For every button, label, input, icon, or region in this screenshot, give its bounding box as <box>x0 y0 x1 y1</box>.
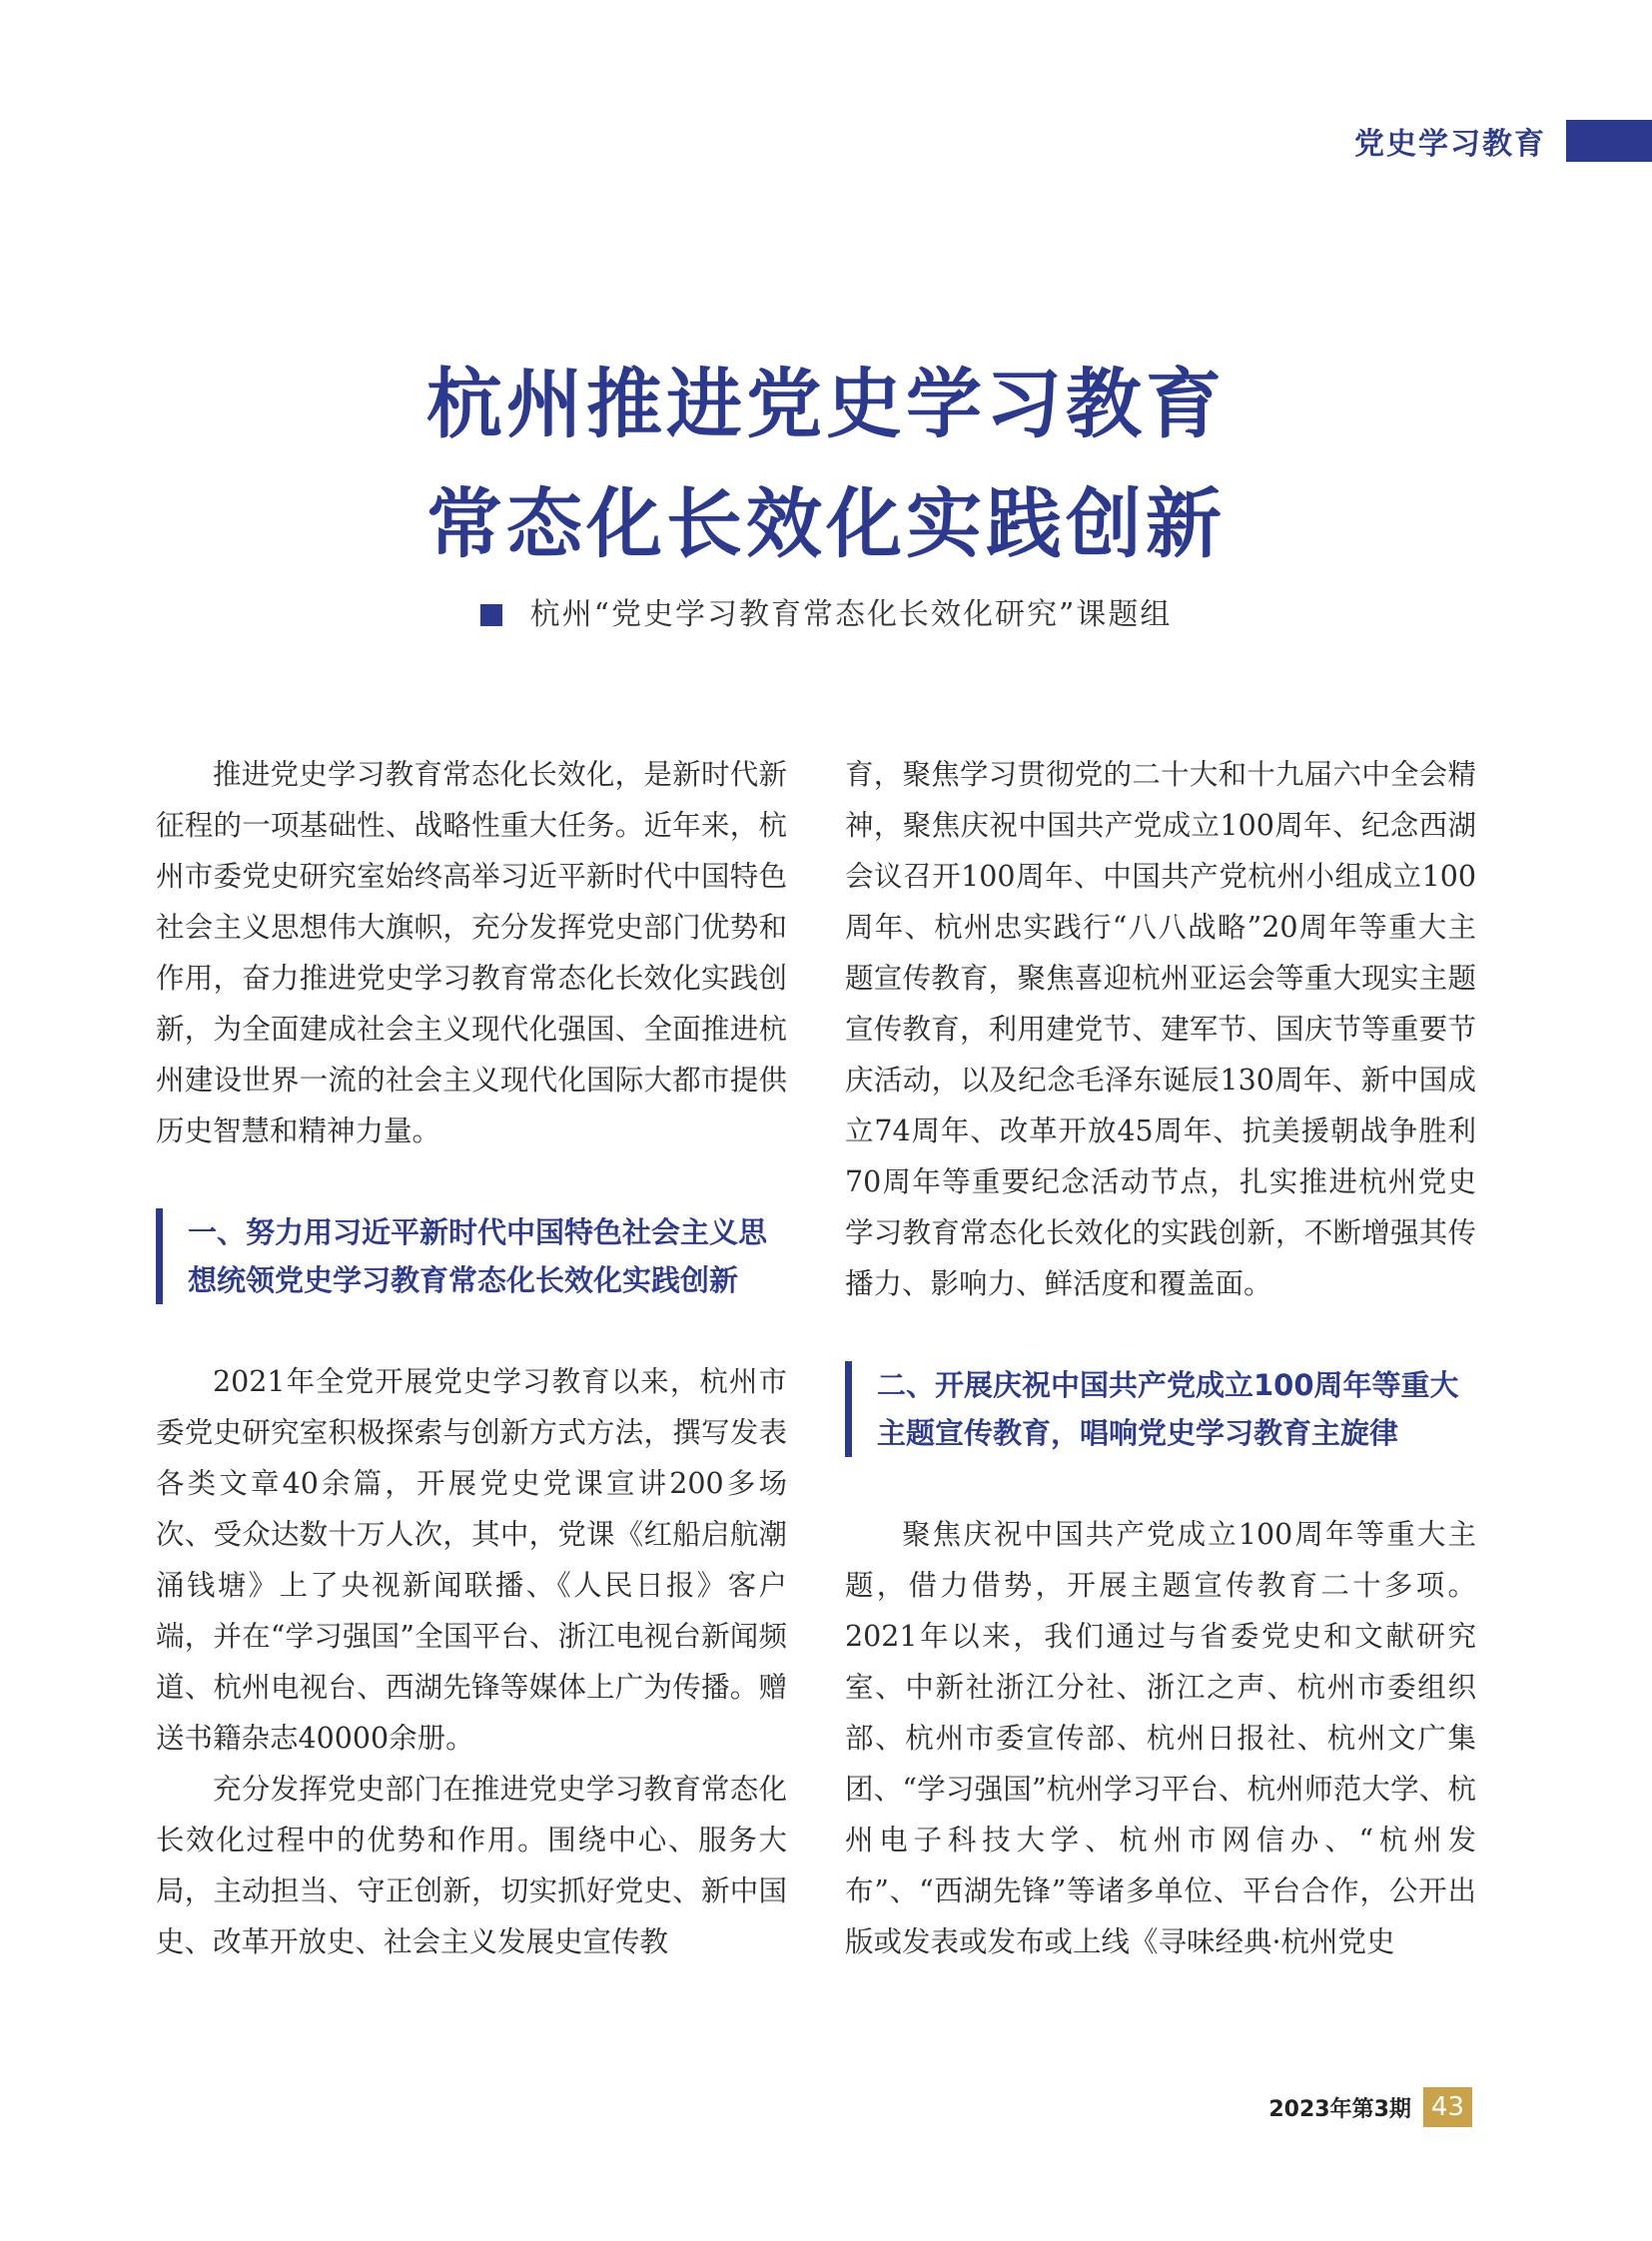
byline-square-icon <box>480 604 502 626</box>
section-heading-1: 一、努力用习近平新时代中国特色社会主义思想统领党史学习教育常态化长效化实践创新 <box>156 1208 787 1304</box>
title-line-1: 杭州推进党史学习教育 <box>426 360 1226 448</box>
title-line-2: 常态化长效化实践创新 <box>426 479 1226 568</box>
issue-label: 2023年第3期 <box>1268 2096 1411 2122</box>
right-column <box>845 749 1476 1967</box>
right-paragraph-2: 聚焦庆祝中国共产党成立100周年等重大主题，借力借势，开展主题宣传教育二十多项。2021年以来，我们通过与省委党史和文献研究室、中新社浙江分社、浙江之声、杭州市委组织部、杭州市委宣传部、杭州日报社、杭州文广集团、“学习强国”杭州学习平台、杭州师范大学、杭州电子科技大学、杭州市网信办、“杭州发布”、“西湖先锋”等诸多单位、平台合作，公开出版或发表或发布或上线《寻味经典·杭州党史 <box>845 1518 1476 1958</box>
left-paragraph-3: 充分发挥党史部门在推进党史学习教育常态化长效化过程中的优势和作用。围绕中心、服务大局，主动担当、守正创新，切实抓好党史、新中国史、改革开放史、社会主义发展史宣传教 <box>156 1773 787 1958</box>
section-heading-2: 二、开展庆祝中国共产党成立100周年等重大主题宣传教育，唱响党史学习教育主旋律 <box>845 1361 1476 1457</box>
article-title <box>0 345 1652 584</box>
byline <box>0 589 1652 633</box>
left-paragraph-1: 推进党史学习教育常态化长效化，是新时代新征程的一项基础性、战略性重大任务。近年来，杭州市委党史研究室始终高举习近平新时代中国特色社会主义思想伟大旗帜，充分发挥党史部门优势和作用，奋力推进党史学习教育常态化长效化实践创新，为全面建成社会主义现代化强国、全面推进杭州建设世界一流的社会主义现代化国际大都市提供历史智慧和精神力量。 <box>156 758 787 1147</box>
section-tag-block <box>1566 120 1652 162</box>
section-tag-label: 党史学习教育 <box>1354 127 1546 162</box>
right-paragraph-1: 育，聚焦学习贯彻党的二十大和十九届六中全会精神，聚焦庆祝中国共产党成立100周年、纪念西湖会议召开100周年、中国共产党杭州小组成立100周年、杭州忠实践行“八八战略”20周年等重大主题宣传教育，聚焦喜迎杭州亚运会等重大现实主题宣传教育，利用建党节、建军节、国庆节等重要节庆活动，以及纪念毛泽东诞辰130周年、新中国成立74周年、改革开放45周年、抗美援朝战争胜利70周年等重要纪念活动节点，扎实推进杭州党史学习教育常态化长效化的实践创新，不断增强其传播力、影响力、鲜活度和覆盖面。 <box>845 758 1476 1300</box>
section-tag <box>1354 120 1652 162</box>
page-footer <box>1268 2087 1472 2127</box>
byline-text: 杭州“党史学习教育常态化长效化研究”课题组 <box>529 597 1173 632</box>
page-number: 43 <box>1423 2087 1472 2127</box>
left-paragraph-2: 2021年全党开展党史学习教育以来，杭州市委党史研究室积极探索与创新方式方法，撰写发表各类文章40余篇，开展党史党课宣讲200多场次、受众达数十万人次，其中，党课《红船启航潮涌钱塘》上了央视新闻联播、《人民日报》客户端，并在“学习强国”全国平台、浙江电视台新闻频道、杭州电视台、西湖先锋等媒体上广为传播。赠送书籍杂志40000余册。 <box>156 1365 787 1755</box>
left-column <box>156 749 787 1967</box>
